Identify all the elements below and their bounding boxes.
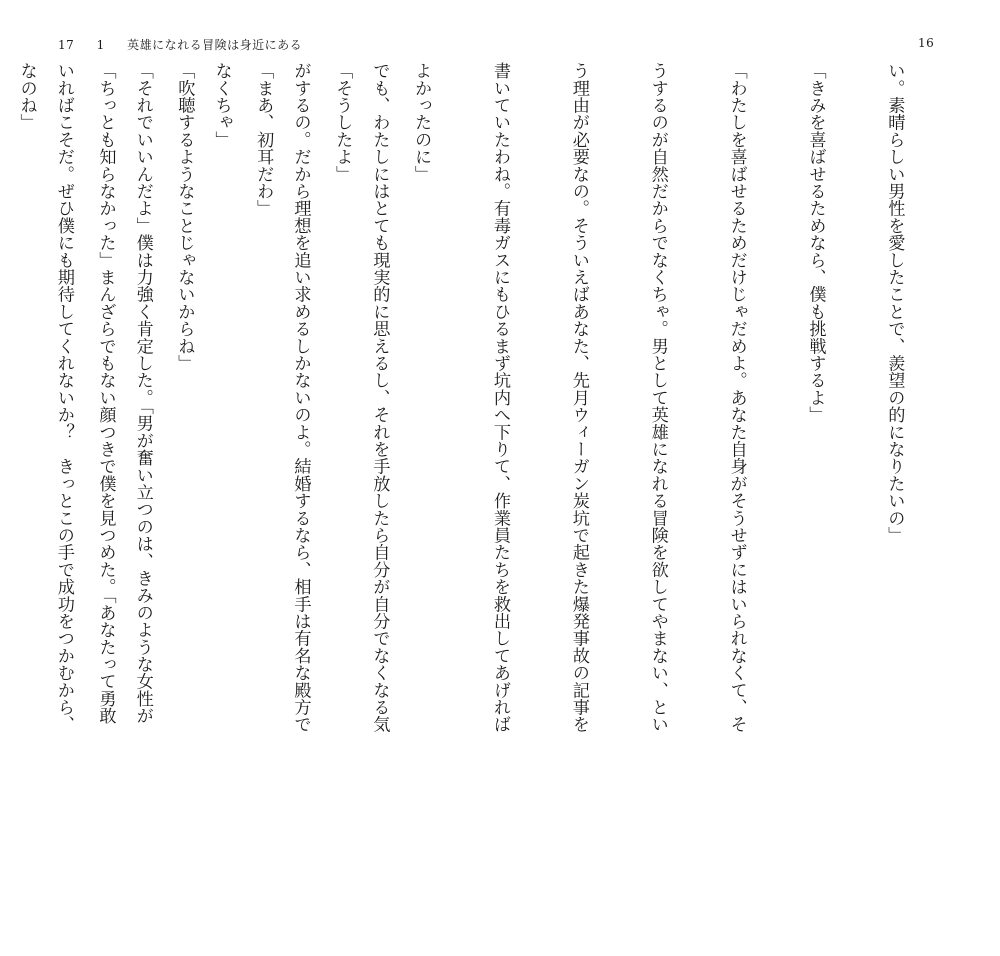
text-line: 「まあ、初耳だわ」: [253, 62, 274, 217]
text-line: 「吹聴するようなことじゃないからね」: [174, 62, 195, 372]
left-page-header: [58, 36, 320, 53]
text-line: なくちゃ」: [211, 62, 232, 148]
text-line: 「わたしを喜ばせるためだけじゃだめよ。あなた自身がそうせずにはいられなくて、そ: [726, 62, 747, 733]
left-page-number: 17: [58, 38, 75, 52]
text-line: 「きみを喜ばせるためなら、僕も挑戦するよ」: [805, 62, 826, 424]
text-line: う理由が必要なの。そういえばあなた、先月ウィーガン炭坑で起きた爆発事故の記事を: [568, 62, 589, 733]
text-line: うするのが自然だからでなくちゃ。男として英雄になれる冒険を欲してやまない、とい: [647, 62, 668, 733]
text-line: でも、わたしにはとても現実的に思えるし、それを手放したら自分が自分でなくなる気: [369, 62, 390, 733]
right-page-header: [918, 36, 934, 50]
text-line: 書いていたわね。有毒ガスにもひるまず坑内へ下りて、作業員たちを救出してあげれば: [489, 62, 510, 733]
chapter-title: 英雄になれる冒険は身近にある: [127, 38, 303, 52]
right-page-number: 16: [918, 36, 935, 50]
text-line: いればこそだ。ぜひ僕にも期待してくれないか？ きっとこの手で成功をつかむから、: [53, 62, 74, 733]
text-line: よかったのに」: [411, 62, 432, 183]
text-line: 「ちっとも知らなかった」まんざらでもない顔つきで僕を見つめた。「あなたって勇敢: [95, 62, 116, 725]
text-line: がするの。だから理想を追い求めるしかないのよ。結婚するなら、相手は有名な殿方で: [290, 62, 311, 733]
text-line: 「そうしたよ」: [332, 62, 353, 183]
chapter-number: 1: [96, 38, 105, 52]
text-line: なのね」: [16, 62, 37, 131]
text-line: い。素晴らしい男性を愛したことで、羨望の的になりたいの」: [884, 62, 905, 544]
text-line: 「それでいいんだよ」僕は力強く肯定した。「男が奮い立つのは、きみのような女性が: [132, 62, 153, 725]
